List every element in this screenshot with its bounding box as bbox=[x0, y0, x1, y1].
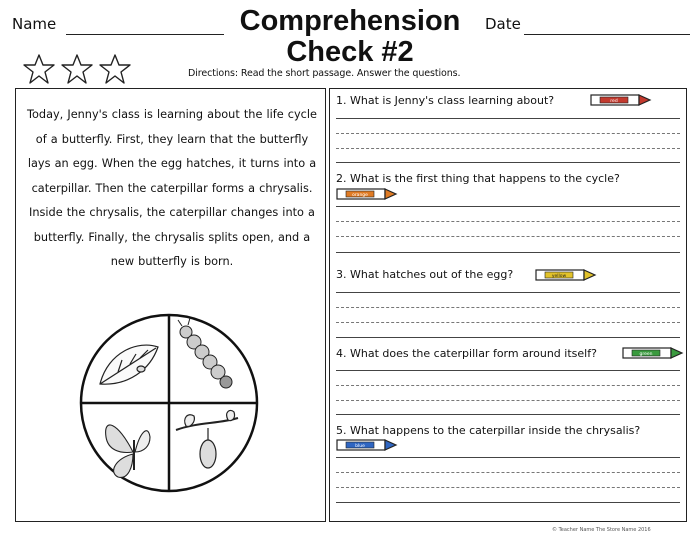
date-field[interactable] bbox=[524, 34, 690, 35]
answer-line[interactable] bbox=[336, 206, 680, 207]
star-outline-icon bbox=[62, 55, 92, 83]
star-outline-icon bbox=[24, 55, 54, 83]
answer-line[interactable] bbox=[336, 133, 680, 134]
question-2: 2. What is the first thing that happens to the cycle? bbox=[336, 172, 620, 185]
worksheet-title: Comprehension bbox=[239, 5, 461, 37]
answer-line[interactable] bbox=[336, 487, 680, 488]
crayon-yellow-icon bbox=[535, 268, 597, 282]
crayon-label: red bbox=[610, 99, 618, 104]
crayon-blue-icon bbox=[336, 438, 398, 452]
life-cycle-diagram bbox=[78, 312, 260, 494]
crayon-label: green bbox=[639, 352, 653, 357]
crayon-label: blue bbox=[355, 444, 365, 449]
answer-line[interactable] bbox=[336, 400, 680, 401]
answer-line[interactable] bbox=[336, 472, 680, 473]
answer-line[interactable] bbox=[336, 370, 680, 371]
name-label: Name bbox=[12, 15, 57, 33]
crayon-label: orange bbox=[352, 193, 368, 198]
chrysalis-icon bbox=[176, 410, 238, 468]
worksheet-subtitle: Check #2 bbox=[286, 36, 414, 68]
crayon-label: yellow bbox=[551, 274, 567, 279]
answer-line[interactable] bbox=[336, 236, 680, 237]
copyright-footer: © Teacher Name The Store Name 2016 bbox=[552, 527, 651, 533]
answer-line[interactable] bbox=[336, 252, 680, 253]
star-outline-icon bbox=[100, 55, 130, 83]
answer-line[interactable] bbox=[336, 118, 680, 119]
question-3: 3. What hatches out of the egg? bbox=[336, 268, 514, 281]
answer-line[interactable] bbox=[336, 162, 680, 163]
reading-passage: Today, Jenny's class is learning about the life cycle of a butterfly. First, they learn that the butterfly lays an egg. When the egg hatches, it turns into a caterpillar. Then the caterpillar forms a chrysalis. Inside the chrysalis, the caterpillar changes into a butterfly. Finally, the chrysalis splits open, and a new butterfly is born. bbox=[27, 108, 317, 268]
question-5: 5. What happens to the caterpillar inside the chrysalis? bbox=[336, 424, 641, 437]
question-4: 4. What does the caterpillar form around itself? bbox=[336, 347, 597, 360]
crayon-orange-icon bbox=[336, 187, 398, 201]
rating-stars[interactable] bbox=[22, 53, 132, 85]
answer-line[interactable] bbox=[336, 148, 680, 149]
answer-line[interactable] bbox=[336, 292, 680, 293]
answer-line[interactable] bbox=[336, 221, 680, 222]
directions-text: Directions: Read the short passage. Answer the questions. bbox=[188, 68, 461, 79]
caterpillar-icon bbox=[178, 318, 232, 388]
leaf-egg-icon bbox=[100, 345, 158, 384]
answer-line[interactable] bbox=[336, 307, 680, 308]
answer-line[interactable] bbox=[336, 502, 680, 503]
answer-line[interactable] bbox=[336, 385, 680, 386]
answer-line[interactable] bbox=[336, 457, 680, 458]
answer-line[interactable] bbox=[336, 322, 680, 323]
crayon-red-icon bbox=[590, 93, 652, 107]
crayon-green-icon bbox=[622, 346, 684, 360]
answer-line[interactable] bbox=[336, 337, 680, 338]
question-1: 1. What is Jenny's class learning about? bbox=[336, 94, 555, 107]
answer-line[interactable] bbox=[336, 414, 680, 415]
date-label: Date bbox=[485, 15, 521, 33]
